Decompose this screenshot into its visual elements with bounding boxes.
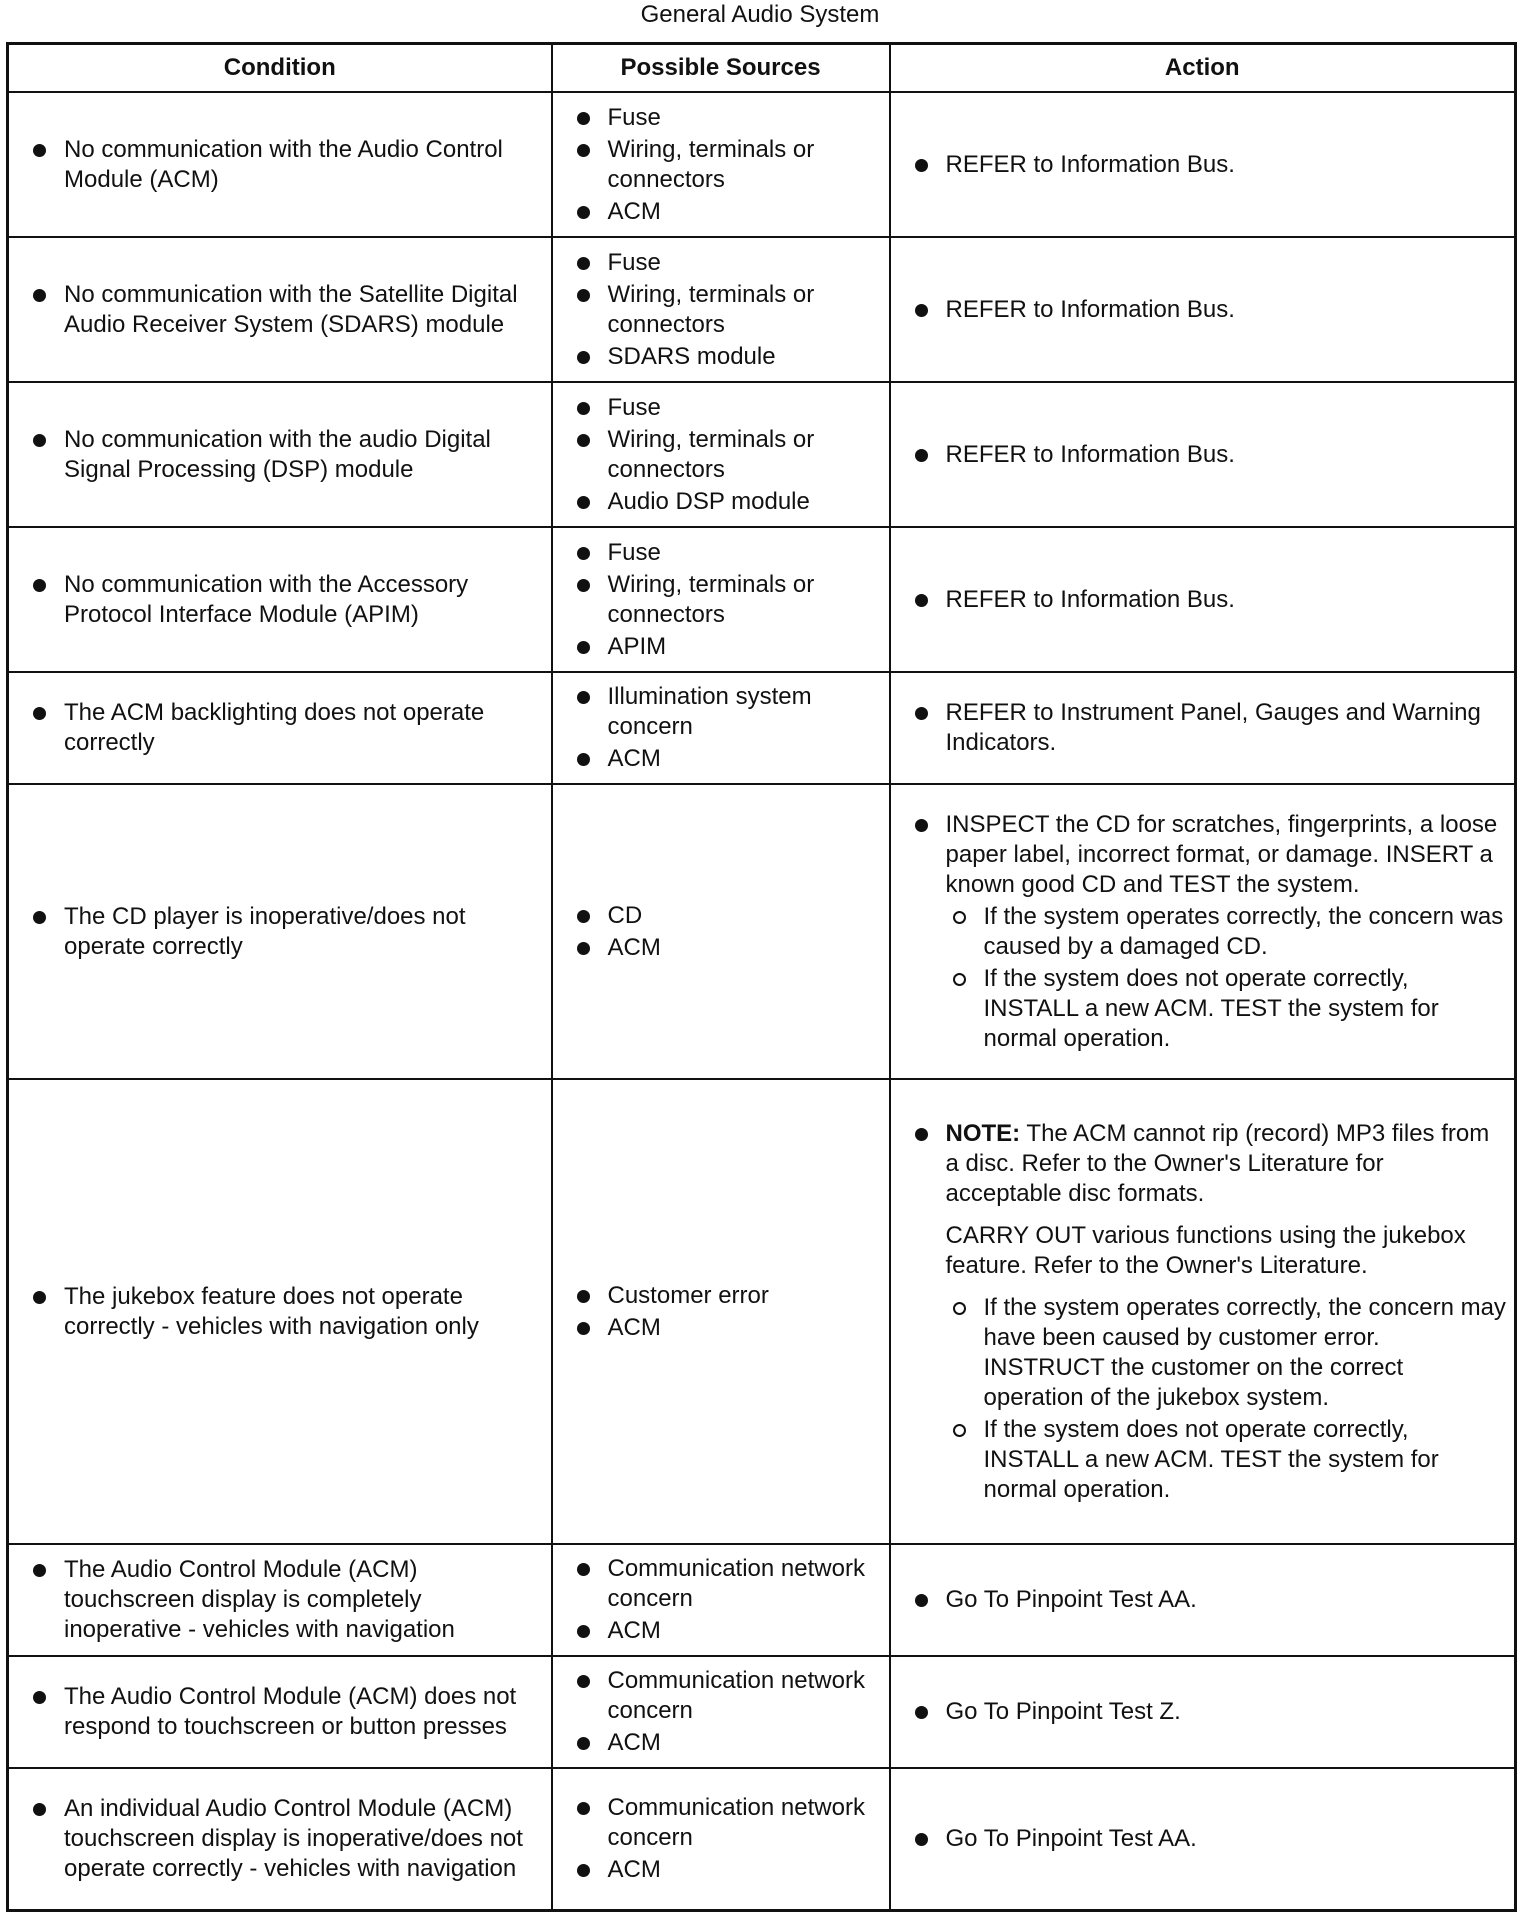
document-title: General Audio System (640, 1, 880, 28)
action-text: Go To Pinpoint Test AA. (945, 1824, 1197, 1852)
bullet-icon (33, 911, 46, 924)
sources-cell (552, 1768, 890, 1910)
source-item: Communication network concern (607, 1793, 865, 1851)
condition-text: No communication with the Accessory Protocol Interface Module (APIM) (64, 570, 469, 628)
action-cell (890, 672, 1516, 784)
condition-cell (8, 1656, 552, 1768)
note-label: NOTE: (945, 1119, 1021, 1147)
bullet-icon (33, 1564, 46, 1577)
source-item: SDARS module (607, 342, 776, 370)
source-item: Illumination system concern (607, 683, 812, 740)
action-cell (890, 237, 1516, 382)
source-item: APIM (607, 632, 667, 660)
source-item: ACM (607, 1855, 661, 1883)
bullet-icon (577, 1864, 590, 1877)
bullet-icon (915, 819, 928, 832)
source-item: Fuse (607, 538, 661, 566)
action-cell (890, 92, 1516, 237)
source-item: Fuse (607, 103, 661, 131)
table-row (8, 672, 1516, 784)
action-subitem: If the system does not operate correctly, INSTALL a new ACM. TEST the system for normal operation. (983, 964, 1439, 1052)
condition-text: The ACM backlighting does not operate correctly (64, 699, 485, 756)
source-item: ACM (607, 745, 661, 772)
bullet-icon (577, 496, 590, 509)
bullet-icon (33, 1691, 46, 1704)
sources-cell (552, 237, 890, 382)
action-text: REFER to Information Bus. (945, 585, 1235, 613)
action-cell (890, 1656, 1516, 1768)
condition-text: No communication with the audio Digital Signal Processing (DSP) module (64, 425, 491, 483)
bullet-icon (577, 351, 590, 364)
source-item: Customer error (607, 1281, 769, 1309)
bullet-icon (577, 1802, 590, 1815)
source-item: Wiring, terminals or connectors (607, 425, 815, 483)
condition-text: The Audio Control Module (ACM) does not respond to touchscreen or button presses (64, 1683, 517, 1740)
bullet-icon (915, 707, 928, 720)
bullet-icon (577, 753, 590, 766)
action-text: INSPECT the CD for scratches, fingerprints, a loose paper label, incorrect format, or damage. INSERT a known good CD and TEST the system. (945, 810, 1498, 898)
condition-text: The Audio Control Module (ACM) touchscreen display is completely inoperative - vehicles with navigation (64, 1556, 455, 1643)
sources-cell (552, 382, 890, 527)
action-cell (890, 1079, 1516, 1544)
open-circle-bullet-icon (953, 1424, 966, 1437)
source-item: ACM (607, 1313, 661, 1341)
action-cell (890, 1544, 1516, 1656)
table-row (8, 1544, 1516, 1656)
table-row (8, 1656, 1516, 1768)
source-item: ACM (607, 197, 661, 225)
bullet-icon (915, 1706, 928, 1719)
source-item: CD (607, 901, 643, 929)
action-subitem: If the system operates correctly, the concern was caused by a damaged CD. (983, 902, 1504, 960)
action-text: Go To Pinpoint Test Z. (945, 1698, 1181, 1725)
bullet-icon (577, 257, 590, 270)
action-text: Go To Pinpoint Test AA. (945, 1586, 1197, 1613)
bullet-icon (33, 289, 46, 302)
bullet-icon (33, 144, 46, 157)
open-circle-bullet-icon (953, 911, 966, 924)
sources-cell (552, 527, 890, 672)
sources-cell (552, 92, 890, 237)
bullet-icon (577, 289, 590, 302)
table-row (8, 237, 1516, 382)
bullet-icon (577, 547, 590, 560)
condition-text: The CD player is inoperative/does not operate correctly (64, 902, 466, 960)
source-item: Wiring, terminals or connectors (607, 570, 815, 628)
bullet-icon (915, 449, 928, 462)
action-cell (890, 382, 1516, 527)
condition-cell (8, 527, 552, 672)
source-item: Fuse (607, 248, 661, 276)
bullet-icon (33, 1803, 46, 1816)
condition-text: The jukebox feature does not operate correctly - vehicles with navigation only (64, 1282, 479, 1340)
bullet-icon (577, 112, 590, 125)
condition-text: No communication with the Satellite Digital Audio Receiver System (SDARS) module (64, 280, 518, 338)
sources-cell (552, 1544, 890, 1656)
action-column-header: Action (890, 44, 1516, 93)
condition-cell (8, 237, 552, 382)
source-item: Fuse (607, 393, 661, 421)
sources-cell (552, 672, 890, 784)
bullet-icon (915, 1128, 928, 1141)
condition-text: No communication with the Audio Control Module (ACM) (64, 135, 503, 193)
bullet-icon (577, 910, 590, 923)
bullet-icon (915, 1833, 928, 1846)
bullet-icon (577, 1625, 590, 1638)
action-paragraph: CARRY OUT various functions using the jukebox feature. Refer to the Owner's Literature. (945, 1221, 1466, 1279)
bullet-icon (577, 206, 590, 219)
bullet-icon (577, 402, 590, 415)
table-row (8, 1768, 1516, 1910)
sources-cell (552, 1656, 890, 1768)
bullet-icon (33, 707, 46, 720)
condition-cell (8, 92, 552, 237)
action-subitem: If the system does not operate correctly, INSTALL a new ACM. TEST the system for normal operation. (983, 1415, 1439, 1503)
action-text: REFER to Information Bus. (945, 150, 1235, 178)
action-subitem: If the system operates correctly, the concern may have been caused by customer error. INSTRUCT the customer on the correct operation of the jukebox system. (983, 1293, 1506, 1411)
condition-cell (8, 784, 552, 1079)
bullet-icon (915, 304, 928, 317)
note-body: The ACM cannot rip (record) MP3 files from a disc. Refer to the Owner's Literature for acceptable disc formats. (945, 1119, 1490, 1207)
open-circle-bullet-icon (953, 973, 966, 986)
table-row (8, 382, 1516, 527)
table-row (8, 1079, 1516, 1544)
header-row (8, 44, 1516, 93)
condition-cell (8, 1544, 552, 1656)
source-item: ACM (607, 1617, 661, 1644)
action-text: REFER to Instrument Panel, Gauges and Warning Indicators. (945, 699, 1481, 756)
action-text: REFER to Information Bus. (945, 295, 1235, 323)
source-item: Wiring, terminals or connectors (607, 280, 815, 338)
bullet-icon (577, 691, 590, 704)
possible-sources-column-header: Possible Sources (552, 44, 890, 93)
source-item: ACM (607, 933, 661, 961)
condition-text: An individual Audio Control Module (ACM) touchscreen display is inoperative/does not operate correctly - vehicles with navigation (64, 1794, 523, 1882)
condition-cell (8, 1768, 552, 1910)
bullet-icon (577, 641, 590, 654)
table-row (8, 92, 1516, 237)
source-item: Audio DSP module (607, 487, 810, 515)
bullet-icon (577, 434, 590, 447)
bullet-icon (33, 434, 46, 447)
sources-cell (552, 1079, 890, 1544)
bullet-icon (577, 144, 590, 157)
action-cell (890, 784, 1516, 1079)
bullet-icon (577, 942, 590, 955)
open-circle-bullet-icon (953, 1302, 966, 1315)
table-row (8, 527, 1516, 672)
bullet-icon (577, 1563, 590, 1576)
bullet-icon (915, 594, 928, 607)
condition-cell (8, 1079, 552, 1544)
note-text (946, 1119, 1507, 1209)
condition-cell (8, 672, 552, 784)
bullet-icon (33, 1291, 46, 1304)
table-row (8, 784, 1516, 1079)
bullet-icon (915, 1594, 928, 1607)
action-cell (890, 1768, 1516, 1910)
symptom-chart-table (6, 42, 1517, 1912)
bullet-icon (577, 1290, 590, 1303)
bullet-icon (915, 159, 928, 172)
condition-cell (8, 382, 552, 527)
source-item: Communication network concern (607, 1555, 865, 1612)
sources-cell (552, 784, 890, 1079)
condition-column-header: Condition (8, 44, 552, 93)
source-item: Communication network concern (607, 1667, 865, 1724)
action-text: REFER to Information Bus. (945, 440, 1235, 468)
bullet-icon (577, 1675, 590, 1688)
bullet-icon (577, 579, 590, 592)
bullet-icon (577, 1737, 590, 1750)
source-item: Wiring, terminals or connectors (607, 135, 815, 193)
action-cell (890, 527, 1516, 672)
bullet-icon (33, 579, 46, 592)
bullet-icon (577, 1322, 590, 1335)
source-item: ACM (607, 1729, 661, 1756)
